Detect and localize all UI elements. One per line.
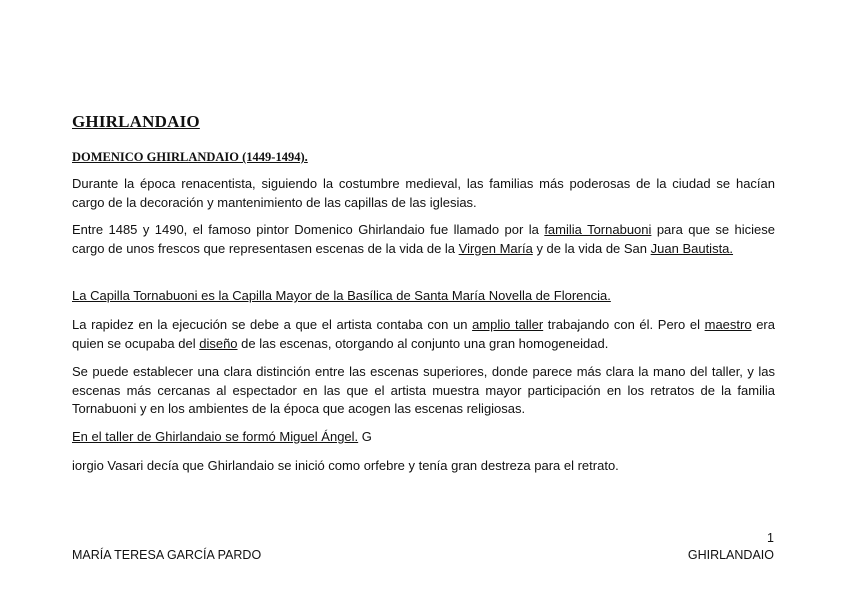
underlined-text: La Capilla Tornabuoni es la Capilla Mayor de la Basílica de Santa María Novella de Florencia. xyxy=(72,288,611,303)
section-heading: DOMENICO GHIRLANDAIO (1449-1494). xyxy=(72,150,308,164)
underlined-text: En el taller de Ghirlandaio se formó Miguel Ángel. xyxy=(72,429,359,444)
footer-title: GHIRLANDAIO xyxy=(687,548,774,562)
text: de las escenas, otorgando al conjunto una gran homogeneidad. xyxy=(237,335,609,351)
underlined-text: diseño xyxy=(199,335,238,351)
paragraph-2 xyxy=(72,221,775,258)
page-number: 1 xyxy=(767,531,774,545)
paragraph-1 xyxy=(72,175,775,212)
paragraph-5 xyxy=(72,363,775,419)
text: Entre 1485 y 1490, el famoso pintor Domenico Ghirlandaio fue llamado por la xyxy=(72,222,545,237)
text: iorgio Vasari decía que Ghirlandaio se inició como orfebre y tenía gran destreza para el retrato. xyxy=(72,458,619,473)
paragraph-3 xyxy=(72,287,775,306)
underlined-text: maestro xyxy=(704,317,752,332)
text: era quien se ocupaba del xyxy=(72,317,775,351)
paragraph-7 xyxy=(72,457,775,476)
text: para que se hiciese cargo de unos frescos que representasen escenas de la vida de la xyxy=(72,222,776,256)
underlined-text: Juan Bautista. xyxy=(650,240,734,256)
document-title: GHIRLANDAIO xyxy=(72,112,200,131)
text: Se puede establecer una clara distinción entre las escenas superiores, donde parece más clara la mano del taller, y las escenas más cercanas al espectador en las que el artista muestra mayor participación en los retratos de la familia Tornabuoni y en los ambientes de la época que acogen las escenas religiosas. xyxy=(72,364,775,416)
text: y de la vida de San xyxy=(532,240,651,256)
underlined-text: familia Tornabuoni xyxy=(544,222,652,237)
underlined-text: amplio taller xyxy=(472,317,544,332)
footer-author: MARÍA TERESA GARCÍA PARDO xyxy=(72,548,262,562)
text: trabajando con él. Pero el xyxy=(543,317,705,332)
paragraph-6 xyxy=(72,428,775,447)
underlined-text: Virgen María xyxy=(458,240,533,256)
paragraph-4 xyxy=(72,316,775,353)
text: G xyxy=(358,429,372,444)
text: Durante la época renacentista, siguiendo la costumbre medieval, las familias más poderosas de la ciudad se hacían cargo de la decoración y mantenimiento de las capillas de las iglesias. xyxy=(72,176,775,210)
text: La rapidez en la ejecución se debe a que el artista contaba con un xyxy=(72,317,473,332)
